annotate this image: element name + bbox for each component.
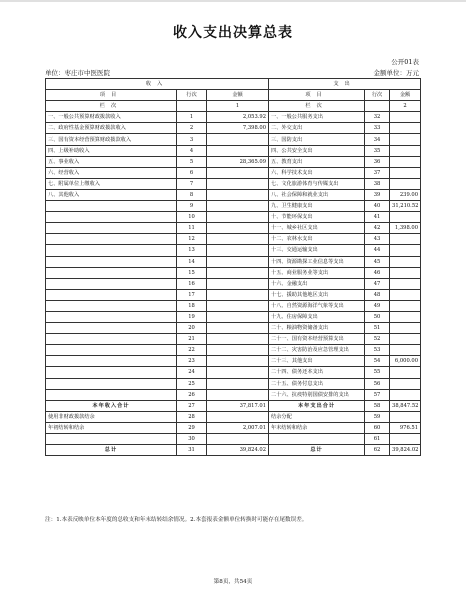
- table-row: [46, 145, 421, 156]
- income-amount-cell: [207, 411, 269, 422]
- expense-amount-cell: [390, 300, 421, 311]
- expense-rowno-cell: 47: [365, 278, 390, 289]
- income-item-cell: 本年收入合计: [46, 400, 177, 411]
- income-header: 收入: [46, 79, 269, 90]
- income-rowno-cell: 8: [177, 189, 207, 200]
- income-rowno-cell: 31: [177, 445, 207, 456]
- expense-amount-cell: [390, 289, 421, 300]
- expense-amount-header: 金额: [390, 90, 421, 101]
- table-row: [46, 345, 421, 356]
- income-amount-cell: [207, 178, 269, 189]
- income-rowno-cell: 28: [177, 411, 207, 422]
- expense-item-cell: 八、社会保障和就业支出: [269, 189, 365, 200]
- income-amount-cell: [207, 189, 269, 200]
- page-number: 第8页，共54页: [213, 579, 253, 585]
- expense-amount-cell: [390, 156, 421, 167]
- income-rowno-cell: 3: [177, 134, 207, 145]
- income-rowno-cell: 6: [177, 167, 207, 178]
- income-item-cell: 三、国有资本经营预算财政拨款收入: [46, 134, 177, 145]
- table-row: [46, 300, 421, 311]
- top-border: [0, 0, 466, 2]
- expense-rowno-header: 行次: [365, 90, 390, 101]
- income-item-cell: 总计: [46, 445, 177, 456]
- income-amount-cell: 2,053.92: [207, 112, 269, 123]
- expense-column-2: 2: [390, 101, 421, 112]
- income-amount-cell: 28,365.09: [207, 156, 269, 167]
- income-item-cell: [46, 311, 177, 322]
- income-item-cell: [46, 378, 177, 389]
- expense-item-cell: 十九、住房保障支出: [269, 311, 365, 322]
- expense-rowno-cell: 32: [365, 112, 390, 123]
- expense-item-cell: 十三、交通运输支出: [269, 245, 365, 256]
- budget-table: [45, 78, 421, 456]
- expense-amount-cell: [390, 434, 421, 445]
- table-row: [46, 411, 421, 422]
- expense-item-cell: 二十四、债务还本支出: [269, 367, 365, 378]
- expense-rowno-cell: 61: [365, 434, 390, 445]
- expense-amount-cell: [390, 178, 421, 189]
- expense-rowno-cell: 54: [365, 356, 390, 367]
- income-item-cell: 六、经营收入: [46, 167, 177, 178]
- expense-rowno-cell: 48: [365, 289, 390, 300]
- footnote: 注：1.本表反映单位本年度的总收支和年末结转结余情况。2.本套报表金额单位转换时可能存在尾数误差。: [45, 517, 308, 523]
- expense-item-cell: 十五、商业服务业等支出: [269, 267, 365, 278]
- table-row: [46, 189, 421, 200]
- expense-rowno-cell: 42: [365, 223, 390, 234]
- income-rowno-cell: 2: [177, 123, 207, 134]
- income-item-cell: [46, 334, 177, 345]
- expense-amount-cell: [390, 334, 421, 345]
- income-rowno-cell: 20: [177, 323, 207, 334]
- expense-rowno-cell: 38: [365, 178, 390, 189]
- table-row: [46, 178, 421, 189]
- unit-line: [45, 68, 419, 77]
- income-amount-cell: [207, 356, 269, 367]
- income-item-cell: 五、事业收入: [46, 156, 177, 167]
- income-amount-cell: [207, 311, 269, 322]
- expense-rowno-cell: 49: [365, 300, 390, 311]
- expense-rowno-cell: 55: [365, 367, 390, 378]
- income-rowno-cell: 7: [177, 178, 207, 189]
- income-rowno-cell: 11: [177, 223, 207, 234]
- table-row: [46, 201, 421, 212]
- income-rowno-cell: 1: [177, 112, 207, 123]
- income-item-cell: 八、其他收入: [46, 189, 177, 200]
- income-amount-cell: [207, 278, 269, 289]
- table-row: [46, 167, 421, 178]
- income-item-cell: [46, 367, 177, 378]
- income-amount-cell: [207, 378, 269, 389]
- expense-item-cell: 十、节能环保支出: [269, 212, 365, 223]
- expense-item-cell: 年末结转和结余: [269, 422, 365, 433]
- expense-rowno-cell: 62: [365, 445, 390, 456]
- expense-amount-cell: [390, 311, 421, 322]
- expense-item-cell: [269, 434, 365, 445]
- table-row: [46, 334, 421, 345]
- expense-header: 支出: [269, 79, 421, 90]
- expense-rowno-cell: 35: [365, 145, 390, 156]
- expense-rowno-cell: 34: [365, 134, 390, 145]
- expense-rowno-cell: 40: [365, 201, 390, 212]
- expense-amount-cell: [390, 134, 421, 145]
- table-row: [46, 134, 421, 145]
- income-item-cell: [46, 256, 177, 267]
- income-amount-cell: [207, 145, 269, 156]
- expense-item-cell: 十二、农林水支出: [269, 234, 365, 245]
- income-column-blank: [177, 101, 207, 112]
- expense-item-cell: 十八、自然资源海洋气象等支出: [269, 300, 365, 311]
- expense-item-cell: 二十一、国有资本经营预算支出: [269, 334, 365, 345]
- expense-item-cell: 五、教育支出: [269, 156, 365, 167]
- expense-rowno-cell: 58: [365, 400, 390, 411]
- expense-item-cell: 结余分配: [269, 411, 365, 422]
- expense-item-cell: 十一、城乡社区支出: [269, 223, 365, 234]
- expense-item-cell: 十四、资源勘探工业信息等支出: [269, 256, 365, 267]
- expense-rowno-cell: 41: [365, 212, 390, 223]
- expense-column-label: 栏次: [269, 101, 365, 112]
- income-rowno-cell: 19: [177, 311, 207, 322]
- expense-amount-cell: [390, 367, 421, 378]
- income-rowno-cell: 30: [177, 434, 207, 445]
- table-row: [46, 212, 421, 223]
- income-amount-cell: [207, 289, 269, 300]
- expense-item-cell: 二十六、抗疫特别国债安排的支出: [269, 389, 365, 400]
- income-item-cell: [46, 201, 177, 212]
- income-rowno-cell: 4: [177, 145, 207, 156]
- income-rowno-cell: 15: [177, 267, 207, 278]
- income-item-cell: [46, 345, 177, 356]
- expense-rowno-cell: 45: [365, 256, 390, 267]
- expense-amount-cell: [390, 411, 421, 422]
- expense-item-cell: 四、公共安全支出: [269, 145, 365, 156]
- income-amount-cell: 2,007.01: [207, 422, 269, 433]
- income-rowno-cell: 21: [177, 334, 207, 345]
- income-amount-cell: [207, 300, 269, 311]
- expense-item-cell: 十七、援助其他地区支出: [269, 289, 365, 300]
- income-rowno-cell: 22: [177, 345, 207, 356]
- table-row: [46, 256, 421, 267]
- table-row: [46, 278, 421, 289]
- expense-amount-cell: [390, 245, 421, 256]
- expense-amount-cell: [390, 256, 421, 267]
- expense-rowno-cell: 46: [365, 267, 390, 278]
- table-row: [46, 245, 421, 256]
- income-item-cell: 四、上级补助收入: [46, 145, 177, 156]
- income-rowno-cell: 10: [177, 212, 207, 223]
- table-row: [46, 112, 421, 123]
- expense-item-cell: 三、国防支出: [269, 134, 365, 145]
- table-row: [46, 223, 421, 234]
- expense-rowno-cell: 37: [365, 167, 390, 178]
- table-body: [46, 112, 421, 456]
- expense-rowno-cell: 56: [365, 378, 390, 389]
- expense-rowno-cell: 60: [365, 422, 390, 433]
- expense-column-blank: [365, 101, 390, 112]
- table-row: [46, 378, 421, 389]
- table-row: [46, 422, 421, 433]
- expense-item-cell: 十六、金融支出: [269, 278, 365, 289]
- table-row: [46, 400, 421, 411]
- income-item-cell: [46, 212, 177, 223]
- table-row: [46, 367, 421, 378]
- income-rowno-cell: 24: [177, 367, 207, 378]
- expense-amount-cell: [390, 278, 421, 289]
- expense-item-cell: 九、卫生健康支出: [269, 201, 365, 212]
- table-row: [46, 434, 421, 445]
- table-row: [46, 123, 421, 134]
- expense-item-cell: 二、外交支出: [269, 123, 365, 134]
- income-item-cell: [46, 234, 177, 245]
- income-item-header: 项目: [46, 90, 177, 101]
- expense-rowno-cell: 50: [365, 311, 390, 322]
- income-item-cell: 一、一般公共预算财政拨款收入: [46, 112, 177, 123]
- income-item-cell: [46, 223, 177, 234]
- income-rowno-cell: 18: [177, 300, 207, 311]
- expense-amount-cell: 6,000.00: [390, 356, 421, 367]
- income-amount-cell: [207, 323, 269, 334]
- income-item-cell: [46, 323, 177, 334]
- expense-amount-cell: [390, 323, 421, 334]
- expense-rowno-cell: 53: [365, 345, 390, 356]
- expense-rowno-cell: 43: [365, 234, 390, 245]
- income-column-label: 栏次: [46, 101, 177, 112]
- income-rowno-cell: 29: [177, 422, 207, 433]
- income-rowno-cell: 14: [177, 256, 207, 267]
- income-amount-cell: [207, 434, 269, 445]
- expense-amount-cell: [390, 389, 421, 400]
- table-row: [46, 156, 421, 167]
- expense-rowno-cell: 52: [365, 334, 390, 345]
- income-rowno-cell: 17: [177, 289, 207, 300]
- expense-item-cell: 二十三、其他支出: [269, 356, 365, 367]
- expense-rowno-cell: 44: [365, 245, 390, 256]
- income-rowno-cell: 26: [177, 389, 207, 400]
- expense-amount-cell: 38,847.52: [390, 400, 421, 411]
- income-rowno-cell: 27: [177, 400, 207, 411]
- expense-amount-cell: [390, 112, 421, 123]
- table-row: [46, 445, 421, 456]
- expense-amount-cell: [390, 123, 421, 134]
- income-amount-cell: 37,817.01: [207, 400, 269, 411]
- table-row: [46, 289, 421, 300]
- income-item-cell: [46, 300, 177, 311]
- amount-unit: 金额单位：万元: [373, 69, 419, 77]
- income-amount-cell: [207, 267, 269, 278]
- income-rowno-cell: 5: [177, 156, 207, 167]
- income-item-cell: 七、附属单位上缴收入: [46, 178, 177, 189]
- income-amount-cell: 39,824.02: [207, 445, 269, 456]
- income-amount-header: 金额: [207, 90, 269, 101]
- income-amount-cell: [207, 334, 269, 345]
- income-rowno-header: 行次: [177, 90, 207, 101]
- income-column-1: 1: [207, 101, 269, 112]
- table-row: [46, 311, 421, 322]
- income-item-cell: 年初结转和结余: [46, 422, 177, 433]
- income-item-cell: [46, 356, 177, 367]
- income-item-cell: [46, 389, 177, 400]
- header-row-columns: [46, 90, 421, 101]
- income-amount-cell: [207, 201, 269, 212]
- income-amount-cell: 7,398.00: [207, 123, 269, 134]
- expense-amount-cell: [390, 267, 421, 278]
- income-item-cell: [46, 267, 177, 278]
- income-item-cell: 使用非财政拨款结余: [46, 411, 177, 422]
- expense-rowno-cell: 51: [365, 323, 390, 334]
- income-amount-cell: [207, 212, 269, 223]
- expense-amount-cell: [390, 212, 421, 223]
- table-row: [46, 234, 421, 245]
- expense-item-cell: 二十二、灾害防治及应急管理支出: [269, 345, 365, 356]
- expense-rowno-cell: 36: [365, 156, 390, 167]
- expense-amount-cell: 1,398.00: [390, 223, 421, 234]
- income-rowno-cell: 9: [177, 201, 207, 212]
- expense-amount-cell: [390, 345, 421, 356]
- income-rowno-cell: 12: [177, 234, 207, 245]
- income-amount-cell: [207, 389, 269, 400]
- expense-rowno-cell: 59: [365, 411, 390, 422]
- expense-amount-cell: [390, 234, 421, 245]
- expense-item-cell: 总计: [269, 445, 365, 456]
- expense-item-cell: 一、一般公共服务支出: [269, 112, 365, 123]
- income-amount-cell: [207, 167, 269, 178]
- expense-item-cell: 二十、粮油物资储备支出: [269, 323, 365, 334]
- header-row-column-index: [46, 101, 421, 112]
- income-amount-cell: [207, 223, 269, 234]
- expense-item-header: 项目: [269, 90, 365, 101]
- income-amount-cell: [207, 256, 269, 267]
- header-row-section: [46, 79, 421, 90]
- expense-amount-cell: 39,824.02: [390, 445, 421, 456]
- income-rowno-cell: 13: [177, 245, 207, 256]
- table-row: [46, 267, 421, 278]
- form-number: 公开01表: [391, 58, 419, 66]
- income-item-cell: [46, 278, 177, 289]
- income-item-cell: [46, 245, 177, 256]
- page-title: 收入支出决算总表: [173, 25, 293, 41]
- income-rowno-cell: 25: [177, 378, 207, 389]
- expense-amount-cell: 239.00: [390, 189, 421, 200]
- income-amount-cell: [207, 345, 269, 356]
- income-amount-cell: [207, 245, 269, 256]
- income-rowno-cell: 23: [177, 356, 207, 367]
- income-item-cell: 二、政府性基金预算财政拨款收入: [46, 123, 177, 134]
- income-amount-cell: [207, 234, 269, 245]
- table-row: [46, 323, 421, 334]
- expense-item-cell: 本年支出合计: [269, 400, 365, 411]
- unit-label: 单位：枣庄市中医医院: [45, 69, 110, 77]
- expense-amount-cell: [390, 145, 421, 156]
- expense-item-cell: 七、文化旅游体育与传媒支出: [269, 178, 365, 189]
- expense-item-cell: 二十五、债务付息支出: [269, 378, 365, 389]
- table-row: [46, 389, 421, 400]
- expense-rowno-cell: 39: [365, 189, 390, 200]
- expense-rowno-cell: 33: [365, 123, 390, 134]
- expense-amount-cell: [390, 167, 421, 178]
- income-rowno-cell: 16: [177, 278, 207, 289]
- expense-amount-cell: [390, 378, 421, 389]
- income-item-cell: [46, 289, 177, 300]
- expense-rowno-cell: 57: [365, 389, 390, 400]
- expense-amount-cell: 976.51: [390, 422, 421, 433]
- table-row: [46, 356, 421, 367]
- income-item-cell: [46, 434, 177, 445]
- income-amount-cell: [207, 367, 269, 378]
- expense-amount-cell: 31,210.52: [390, 201, 421, 212]
- income-amount-cell: [207, 134, 269, 145]
- expense-item-cell: 六、科学技术支出: [269, 167, 365, 178]
